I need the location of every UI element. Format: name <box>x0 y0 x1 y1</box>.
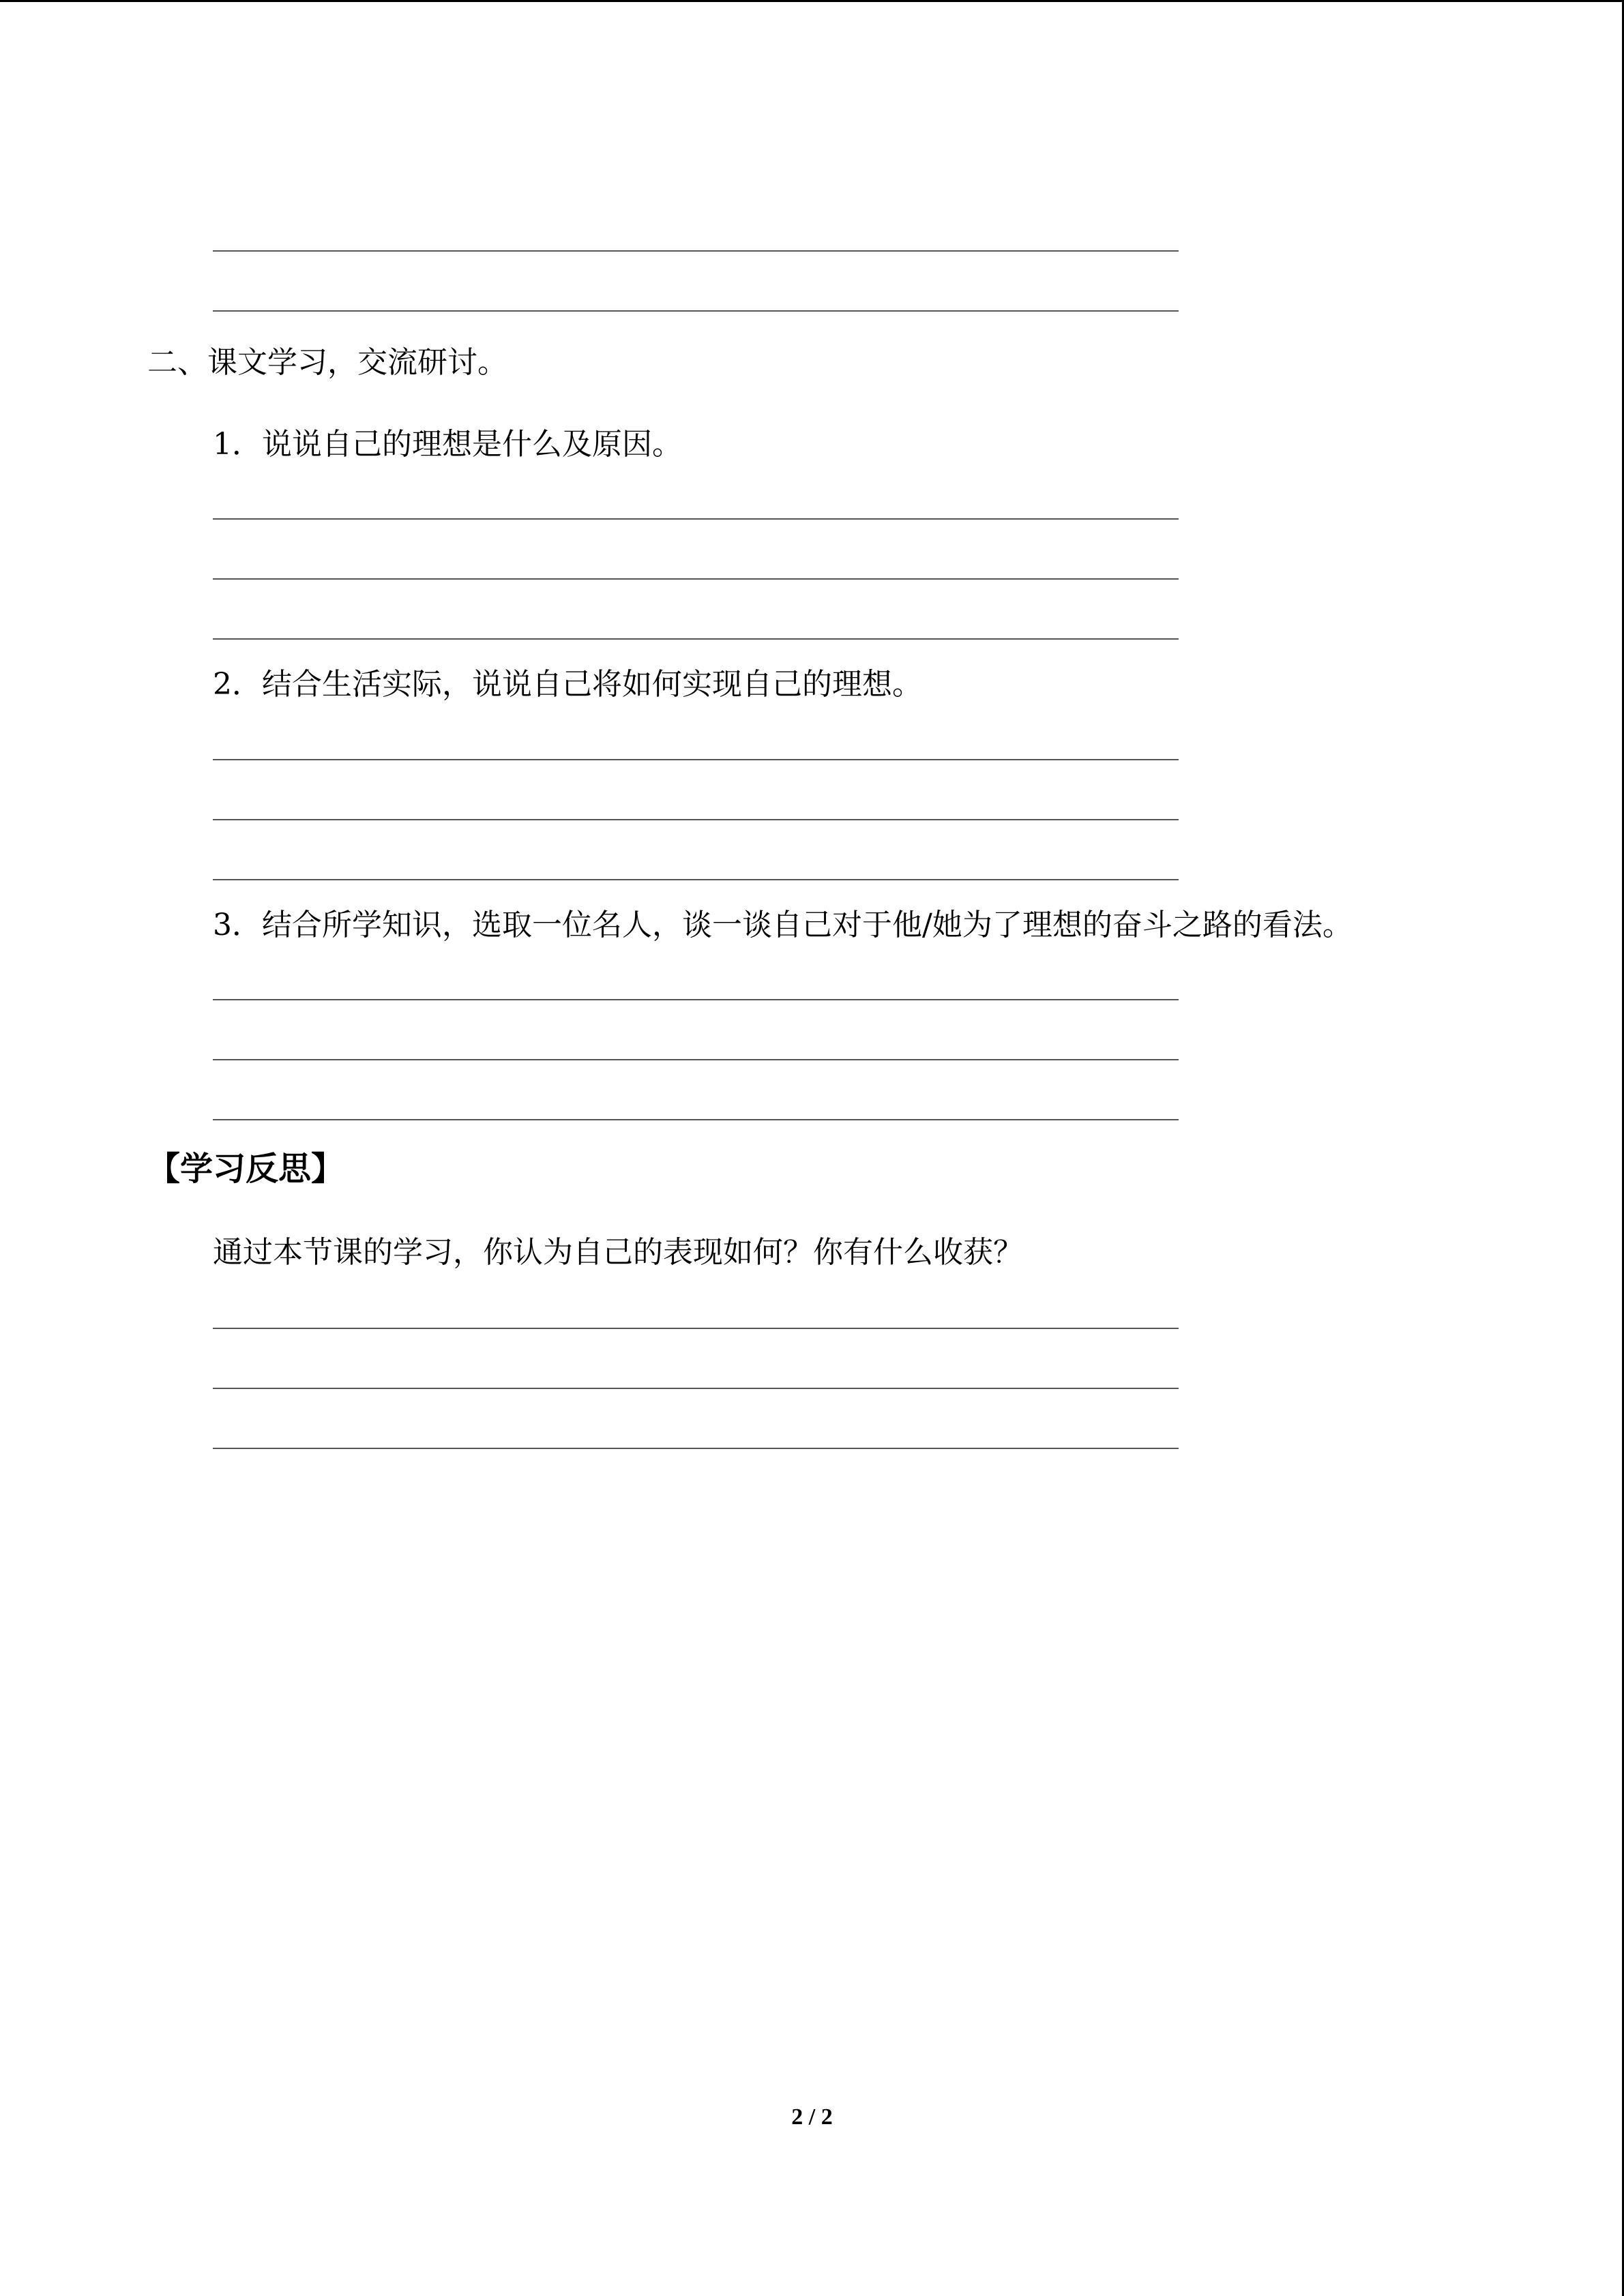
question-2-answer-line-3[interactable] <box>213 879 1179 880</box>
question-1-answer-line-1[interactable] <box>213 518 1179 520</box>
question-1-answer-line-3[interactable] <box>213 638 1179 640</box>
reflection-heading: 【学习反思】 <box>147 1150 344 1188</box>
question-1-label: 1．说说自己的理想是什么及原因。 <box>213 427 682 462</box>
question-3-answer-line-1[interactable] <box>213 999 1179 1000</box>
answer-line-prev-1[interactable] <box>213 250 1179 252</box>
page-number: 2 / 2 <box>791 2104 833 2130</box>
reflection-prompt: 通过本节课的学习，你认为自己的表现如何？你有什么收获？ <box>213 1235 1023 1270</box>
question-3-answer-line-3[interactable] <box>213 1119 1179 1120</box>
page-border-top <box>0 0 1624 2</box>
reflection-answer-line-2[interactable] <box>213 1388 1179 1389</box>
question-2-answer-line-2[interactable] <box>213 819 1179 820</box>
question-2-label: 2．结合生活实际，说说自己将如何实现自己的理想。 <box>213 667 922 702</box>
reflection-answer-line-1[interactable] <box>213 1328 1179 1329</box>
answer-line-prev-2[interactable] <box>213 310 1179 312</box>
question-2-answer-line-1[interactable] <box>213 759 1179 760</box>
reflection-answer-line-3[interactable] <box>213 1448 1179 1449</box>
question-1-answer-line-2[interactable] <box>213 578 1179 580</box>
question-3-label: 3．结合所学知识，选取一位名人，谈一谈自己对于他/她为了理想的奋斗之路的看法。 <box>213 908 1353 942</box>
question-3-answer-line-2[interactable] <box>213 1059 1179 1060</box>
section-two-title: 二、课文学习，交流研讨。 <box>147 345 507 380</box>
